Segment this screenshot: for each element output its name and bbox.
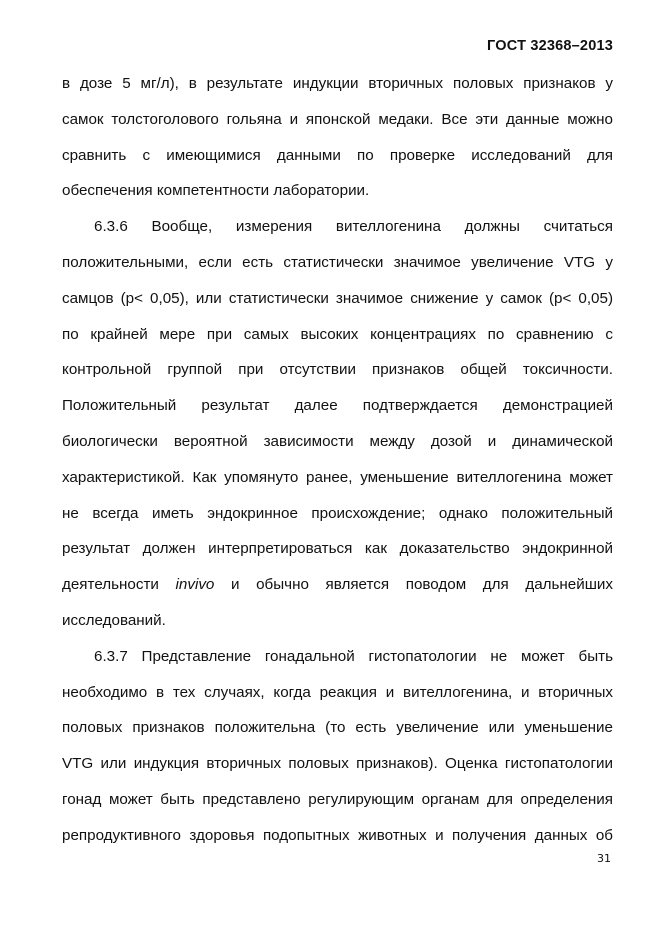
text-line: контрольной группой при отсутствии признаков общей токсичности. [62,361,613,379]
text-line: самок толстоголового гольяна и японской медаки. Все эти данные можно [62,110,613,128]
page-number: 31 [597,852,611,865]
text-line: результат должен интерпретироваться как доказательство эндокринной [62,540,613,558]
text-line: половых признаков положительна (то есть увеличение или уменьшение [62,719,613,737]
body-text [62,66,613,854]
text-line: гонад может быть представлено регулирующим органам для определения [62,790,613,808]
text-line: исследований. [62,611,166,629]
standard-header: ГОСТ 32368–2013 [487,38,613,54]
text-line-with-italic [62,567,613,603]
text-line: VTG или индукция вторичных половых признаков). Оценка гистопатологии [62,755,613,773]
text-line: самцов (р< 0,05), или статистически значимое снижение у самок (р< 0,05) [62,289,613,307]
text-line: характеристикой. Как упомянуто ранее, уменьшение вителлогенина может [62,468,613,486]
section-6-3-7-start: 6.3.7 Представление гонадальной гистопатологии не может быть [94,647,613,665]
section-6-3-6-start: 6.3.6 Вообще, измерения вителлогенина должны считаться [94,218,613,236]
text-line: в дозе 5 мг/л), в результате индукции вторичных половых признаков у [62,75,613,92]
text-line: Положительный результат далее подтверждается демонстрацией [62,397,613,415]
text-line: биологически вероятной зависимости между дозой и динамической [62,432,613,450]
text-line: репродуктивного здоровья подопытных животных и получения данных об [62,826,613,844]
text-line: сравнить с имеющимися данными по проверке исследований для [62,146,613,164]
text-line: положительными, если есть статистически значимое увеличение VTG у [62,253,613,271]
text-line: необходимо в тех случаях, когда реакция и вителлогенина, и вторичных [62,683,613,701]
text-line: обеспечения компетентности лаборатории. [62,182,370,200]
italic-term: invivo [175,576,215,594]
text-line: не всегда иметь эндокринное происхождение; однако положительный [62,504,613,522]
text-segment: деятельности [62,576,176,594]
text-line: по крайней мере при самых высоких концентрациях по сравнению с [62,325,613,343]
text-segment: и обычно является поводом для дальнейших [214,576,613,594]
